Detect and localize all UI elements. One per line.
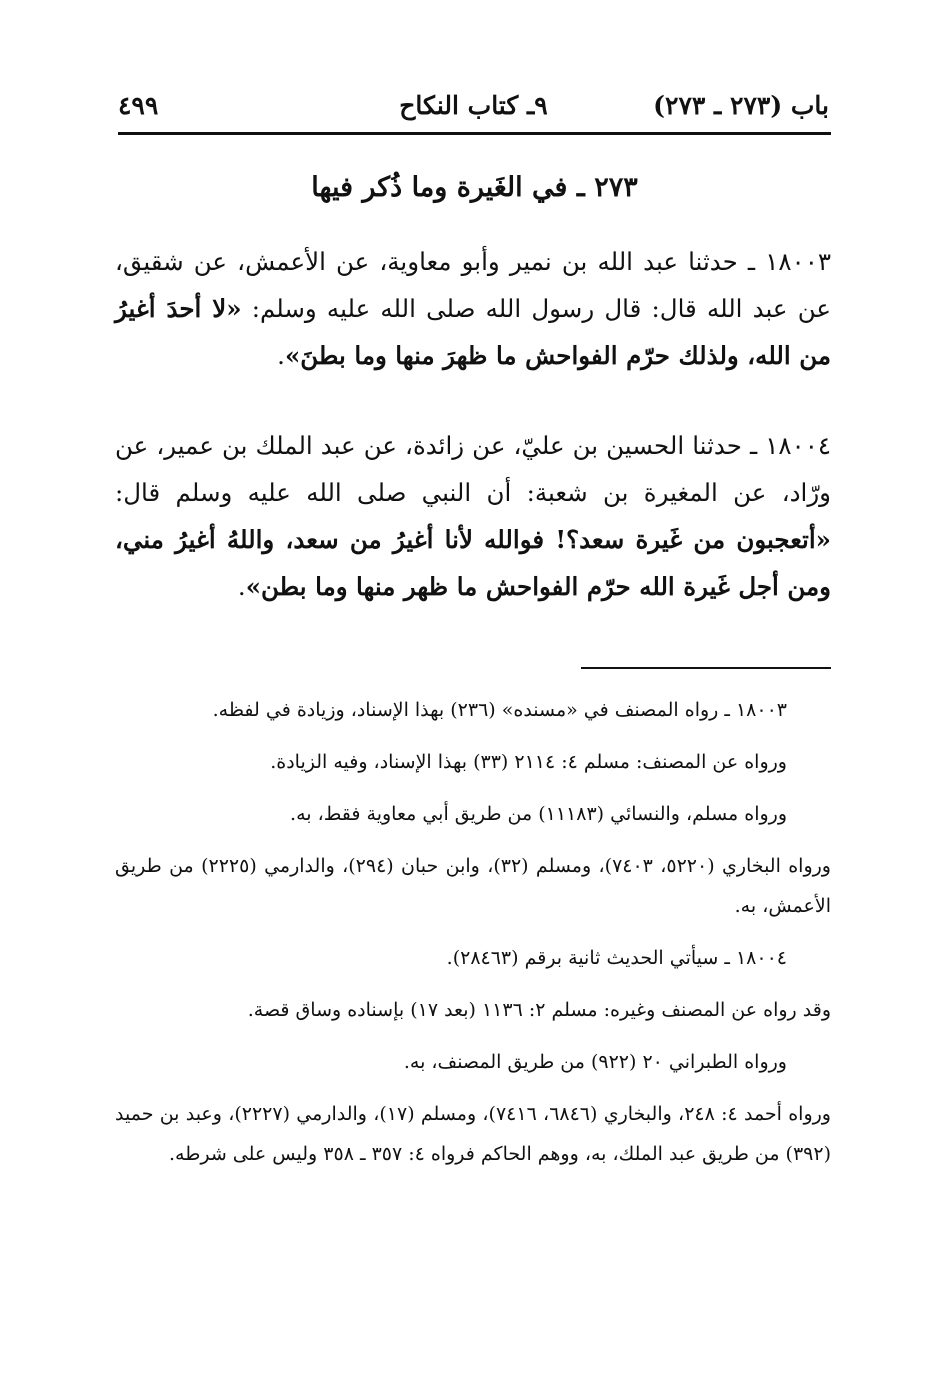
hadith-isnad: حدثنا الحسين بن عليّ، عن زائدة، عن عبد الملك بن عمير، عن ورّاد، عن المغيرة بن شعبة: أن النبي صلى الله عليه وسلم قال: <box>115 431 831 507</box>
chapter-title: ٢٧٣ ـ في الغَيرة وما ذُكر فيها <box>311 172 638 203</box>
footnote: ورواه الطبراني ٢٠ (٩٢٢) من طريق المصنف، به. <box>403 1051 787 1073</box>
footnote: ورواه مسلم، والنسائي (١١١٨٣) من طريق أبي معاوية فقط، به. <box>290 803 787 825</box>
footnote: ورواه عن المصنف: مسلم ٤: ٢١١٤ (٣٣) بهذا الإسناد، وفيه الزيادة. <box>270 751 787 773</box>
footnote: ورواه البخاري (٥٢٢٠، ٧٤٠٣)، ومسلم (٣٢)، وابن حبان (٢٩٤)، والدارمي (٢٢٢٥) من طريق الأعمش، به. <box>115 855 831 917</box>
footnotes <box>115 690 831 1186</box>
hadith-number: ١٨٠٠٤ ـ <box>749 431 832 460</box>
footnote: ١٨٠٠٣ ـ رواه المصنف في «مسنده» (٢٣٦) بهذا الإسناد، وزيادة في لفظه. <box>212 699 787 721</box>
hadith-number: ١٨٠٠٣ ـ <box>747 247 832 276</box>
hadith-isnad: حدثنا عبد الله بن نمير وأبو معاوية، عن الأعمش، عن شقيق، عن عبد الله قال: قال رسول الله صلى الله عليه وسلم: <box>115 247 832 323</box>
footnote-separator <box>581 667 831 669</box>
header-rule <box>118 132 831 135</box>
hadith-matn: «لا أحدَ أغيرُ من الله، ولذلك حرّم الفواحش ما ظهرَ منها وما بطنَ» <box>115 294 831 370</box>
hadith-18003 <box>115 238 831 379</box>
running-header-book-title: ٩ـ كتاب النكاح <box>399 91 548 120</box>
footnote: ورواه أحمد ٤: ٢٤٨، والبخاري (٦٨٤٦، ٧٤١٦)، ومسلم (١٧)، والدارمي (٢٢٢٧)، وعبد بن حميد (٣٩٢) من طريق عبد الملك، به، ووهم الحاكم فرواه ٤: ٣٥٧ ـ ٣٥٨ وليس على شرطه. <box>115 1103 831 1165</box>
hadith-matn: «أتعجبون من غَيرة سعد؟! فوالله لأنا أغيرُ من سعد، واللهُ أغيرُ مني، ومن أجل غَيرة الله حرّم الفواحش ما ظهر منها وما بطن» <box>115 525 831 601</box>
footnote: وقد رواه عن المصنف وغيره: مسلم ٢: ١١٣٦ (بعد ١٧) بإسناده وساق قصة. <box>247 999 831 1021</box>
hadith-18004 <box>115 422 831 610</box>
hadith-end: . <box>237 572 246 601</box>
hadith-end: . <box>277 341 285 370</box>
page-number: ٤٩٩ <box>118 91 159 120</box>
running-header-section: باب (٢٧٣ ـ ٢٧٣) <box>653 91 829 120</box>
footnote: ١٨٠٠٤ ـ سيأتي الحديث ثانية برقم (٢٨٤٦٣). <box>446 947 787 969</box>
